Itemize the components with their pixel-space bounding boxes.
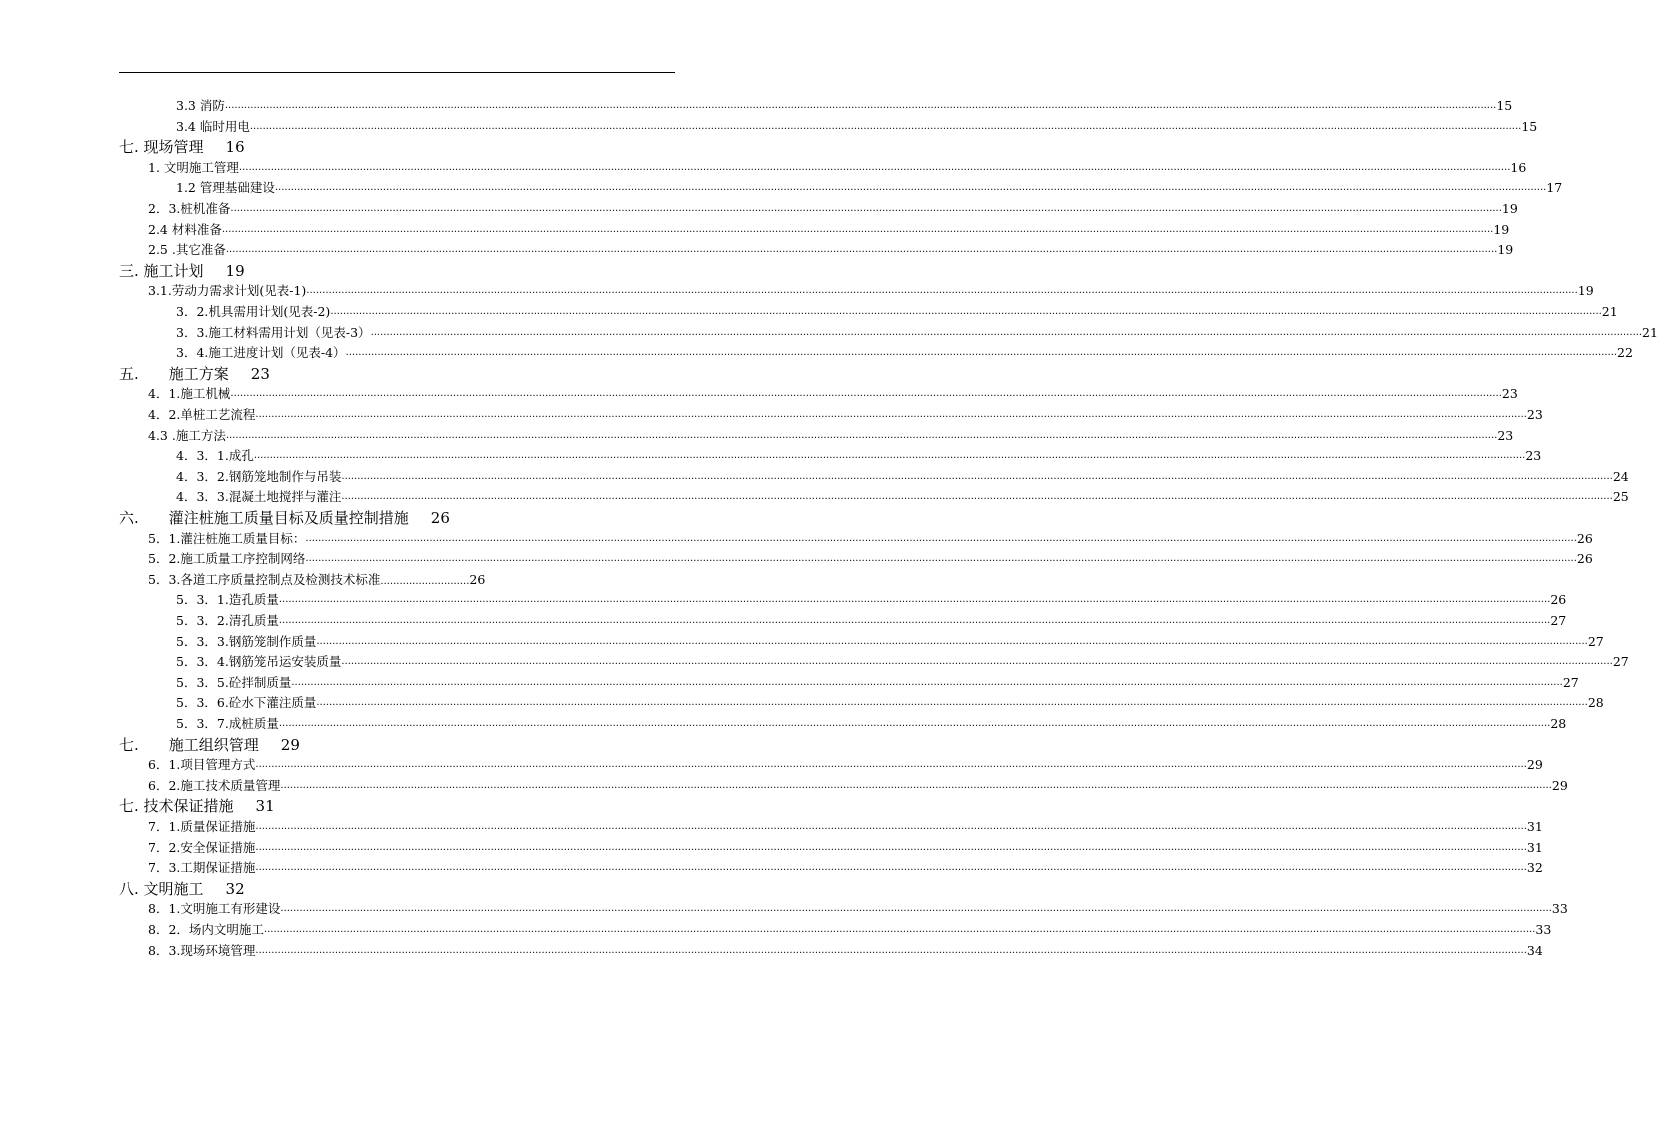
toc-page-number: 32 — [1526, 860, 1543, 876]
toc-leader: ................................................................................................................................................................................................................................................................................................................................................................................................................ — [255, 841, 1527, 853]
toc-page-number: 19 — [225, 261, 245, 280]
toc-leader: ............................ — [380, 575, 470, 587]
toc-entry[interactable] — [0, 858, 1543, 878]
toc-entry[interactable] — [0, 405, 1543, 425]
toc-entry-label: 2.5 .其它准备 — [148, 242, 226, 258]
toc-heading-label: 五. — [119, 364, 139, 383]
toc-leader: ................................................................................................................................................................................................................................................................................................................................................................................................................ — [305, 553, 1577, 565]
toc-entry-label: 5．3．6.砼水下灌注质量 — [176, 695, 317, 711]
toc-entry[interactable] — [0, 199, 1518, 219]
toc-page-number: 19 — [1493, 221, 1510, 237]
toc-entry[interactable] — [0, 652, 1629, 672]
toc-page-number: 26 — [1550, 592, 1567, 608]
toc-entry-label: 1.2 管理基础建设 — [176, 180, 275, 196]
toc-entry[interactable] — [0, 611, 1567, 631]
toc-entry-label: 4．3．3.混凝土地搅拌与灌注 — [176, 489, 342, 505]
toc-entry[interactable] — [0, 467, 1629, 487]
toc-page-number: 23 — [1526, 407, 1543, 422]
toc-leader: ................................................................................................................................................................................................................................................................................................................................................................................................................ — [280, 903, 1552, 915]
toc-entry[interactable] — [148, 570, 485, 590]
toc-page-number: 15 — [1496, 98, 1513, 113]
toc-page-number: 29 — [280, 735, 300, 754]
toc-entry[interactable] — [0, 220, 1510, 240]
toc-leader: ................................................................................................................................................................................................................................................................................................................................................................................................................ — [249, 120, 1522, 132]
toc-entry[interactable] — [0, 178, 1563, 198]
toc-entry-label: 4．3．1.成孔 — [176, 448, 254, 464]
toc-entry-label: 8．3.现场环境管理 — [148, 942, 256, 958]
toc-heading-title: 灌注桩施工质量目标及质量控制措施 — [168, 509, 409, 527]
toc-leader: ................................................................................................................................................................................................................................................................................................................................................................................................................ — [306, 285, 1578, 297]
toc-entry[interactable] — [0, 281, 1594, 301]
toc-leader: ................................................................................................................................................................................................................................................................................................................................................................................................................ — [280, 779, 1552, 791]
toc-page-number: 17 — [1546, 180, 1563, 196]
toc-page-number: 29 — [1526, 757, 1543, 773]
toc-heading[interactable] — [0, 136, 794, 158]
toc-entry-label: 3.1.劳动力需求计划(见表-1) — [148, 283, 307, 299]
toc-entry-label: 5．3．7.成桩质量 — [176, 716, 279, 731]
toc-entry[interactable] — [0, 899, 1568, 919]
toc-page-number: 31 — [255, 797, 275, 816]
toc-page-number: 27 — [1612, 654, 1629, 670]
toc-entry[interactable] — [0, 529, 1593, 549]
toc-entry-label: 3．3.施工材料需用计划（见表-3） — [176, 324, 371, 340]
toc-page-number: 28 — [1587, 695, 1604, 711]
toc-heading[interactable] — [0, 363, 794, 385]
toc-entry-label: 5．3．5.砼拌制质量 — [176, 674, 292, 690]
toc-entry-label: 4.3 .施工方法 — [148, 427, 226, 443]
toc-page-number: 31 — [1526, 819, 1543, 834]
toc-entry[interactable] — [0, 426, 1514, 446]
toc-heading-label: 八. 文明施工 — [119, 879, 204, 898]
toc-page-number: 33 — [1535, 922, 1552, 937]
toc-entry-label: 4．3．2.钢筋笼地制作与吊装 — [176, 468, 342, 484]
toc-entry[interactable] — [0, 302, 1618, 322]
toc-entry[interactable] — [0, 673, 1579, 693]
toc-page-number: 26 — [430, 509, 450, 527]
toc-page-number: 23 — [1525, 448, 1542, 464]
toc-page-number: 24 — [1612, 468, 1629, 484]
toc-entry-label: 5．1.灌注桩施工质量目标： — [148, 530, 306, 546]
toc-entry-label: 3．2.机具需用计划(见表-2) — [176, 304, 331, 319]
toc-heading-label: 六. — [119, 509, 139, 527]
toc-entry[interactable] — [0, 117, 1538, 137]
toc-heading-label: 七. 现场管理 — [119, 138, 204, 157]
toc-entry-label: 3．4.施工进度计划（见表-4） — [176, 345, 346, 361]
toc-entry-label: 5．3.各道工序质量控制点及检测技术标准 — [148, 571, 381, 587]
toc-entry[interactable] — [0, 487, 1629, 507]
toc-entry[interactable] — [0, 384, 1518, 404]
toc-leader: ................................................................................................................................................................................................................................................................................................................................................................................................................ — [316, 635, 1588, 647]
toc-page-number: 19 — [1501, 201, 1518, 216]
toc-leader: ................................................................................................................................................................................................................................................................................................................................................................................................................ — [263, 924, 1536, 935]
toc-entry-label: 4．2.单桩工艺流程 — [148, 407, 256, 422]
toc-page-number: 22 — [1617, 345, 1633, 361]
toc-page-number: 16 — [1510, 159, 1527, 175]
toc-leader: ................................................................................................................................................................................................................................................................................................................................................................................................................ — [291, 676, 1563, 688]
toc-leader: ................................................................................................................................................................................................................................................................................................................................................................................................................ — [345, 347, 1618, 359]
toc-leader: ................................................................................................................................................................................................................................................................................................................................................................................................................ — [225, 429, 1498, 441]
toc-entry-label: 7．3.工期保证措施 — [148, 860, 256, 876]
header-rule — [119, 72, 675, 73]
toc-entry-label: 6．1.项目管理方式 — [148, 757, 256, 773]
toc-leader: ................................................................................................................................................................................................................................................................................................................................................................................................................ — [341, 656, 1613, 668]
toc-page-number: 21 — [1601, 304, 1618, 319]
toc-leader: ................................................................................................................................................................................................................................................................................................................................................................................................................ — [225, 244, 1498, 256]
toc-entry-label: 4．1.施工机械 — [148, 386, 231, 402]
toc-page-number: 34 — [1526, 942, 1543, 958]
toc-leader: ................................................................................................................................................................................................................................................................................................................................................................................................................ — [253, 450, 1526, 462]
toc-heading-label: 七. — [119, 735, 139, 754]
toc-leader: ................................................................................................................................................................................................................................................................................................................................................................................................................ — [255, 944, 1527, 956]
toc-leader: ................................................................................................................................................................................................................................................................................................................................................................................................................ — [341, 491, 1613, 503]
toc-entry-label: 2.4 材料准备 — [148, 221, 222, 237]
toc-entry-label: 1. 文明施工管理 — [148, 159, 239, 175]
toc-leader: ................................................................................................................................................................................................................................................................................................................................................................................................................ — [230, 203, 1502, 214]
toc-heading[interactable] — [0, 795, 794, 817]
toc-entry-label: 5．3．4.钢筋笼吊运安装质量 — [176, 654, 342, 670]
toc-entry-label: 8．1.文明施工有形建设 — [148, 901, 281, 917]
toc-entry[interactable] — [0, 817, 1543, 837]
toc-page-number: 31 — [1526, 839, 1543, 855]
toc-page-number: 16 — [225, 138, 245, 157]
toc-leader: ................................................................................................................................................................................................................................................................................................................................................................................................................ — [370, 326, 1643, 338]
toc-entry-label: 3.3 消防 — [176, 98, 225, 113]
toc-leader: ................................................................................................................................................................................................................................................................................................................................................................................................................ — [278, 718, 1551, 729]
toc-page-number: 23 — [250, 364, 270, 383]
toc-heading-label: 三. 施工计划 — [119, 261, 204, 280]
toc-heading[interactable] — [0, 734, 794, 756]
toc-entry-label: 5．3．2.清孔质量 — [176, 613, 279, 628]
toc-entry-label: 5．3．1.造孔质量 — [176, 592, 279, 608]
toc-page-number: 33 — [1551, 901, 1568, 917]
toc-entry[interactable] — [0, 838, 1543, 858]
toc-entry-label: 6．2.施工技术质量管理 — [148, 777, 281, 793]
toc-page-number: 23 — [1497, 427, 1514, 443]
toc-leader: ................................................................................................................................................................................................................................................................................................................................................................................................................ — [255, 759, 1527, 771]
toc-entry[interactable] — [0, 158, 1527, 178]
toc-page-number: 27 — [1550, 613, 1567, 628]
toc-leader: ................................................................................................................................................................................................................................................................................................................................................................................................................ — [255, 862, 1527, 874]
toc-entry-label: 7．2.安全保证措施 — [148, 839, 256, 855]
toc-page-number: 19 — [1497, 242, 1514, 258]
toc-heading[interactable] — [0, 507, 794, 529]
toc-entry[interactable] — [0, 920, 1552, 940]
toc-leader: ................................................................................................................................................................................................................................................................................................................................................................................................................ — [274, 182, 1547, 194]
toc-entry-label: 5．2.施工质量工序控制网络 — [148, 551, 306, 567]
toc-entry[interactable] — [0, 755, 1543, 775]
toc-entry[interactable] — [0, 549, 1593, 569]
toc-entry[interactable] — [0, 590, 1567, 610]
toc-leader: ................................................................................................................................................................................................................................................................................................................................................................................................................ — [230, 388, 1502, 400]
toc-page-number: 29 — [1551, 777, 1568, 793]
toc-leader: ................................................................................................................................................................................................................................................................................................................................................................................................................ — [221, 223, 1494, 235]
toc-leader: ................................................................................................................................................................................................................................................................................................................................................................................................................ — [255, 821, 1527, 832]
toc-entry-label: 2．3.桩机准备 — [148, 201, 231, 216]
toc-page-number: 27 — [1587, 633, 1604, 649]
toc-entry[interactable] — [0, 632, 1604, 652]
toc-entry[interactable] — [0, 776, 1568, 796]
toc-leader: ................................................................................................................................................................................................................................................................................................................................................................................................................ — [305, 532, 1577, 544]
toc-entry[interactable] — [0, 343, 1633, 363]
toc-page-number: 15 — [1521, 118, 1538, 134]
toc-page-number: 27 — [1562, 674, 1579, 690]
toc-page-number: 26 — [1576, 530, 1593, 546]
toc-heading-label: 七. 技术保证措施 — [119, 797, 234, 816]
toc-heading[interactable] — [0, 260, 794, 282]
toc-heading-title: 施工方案 — [168, 364, 229, 383]
toc-heading-title: 施工组织管理 — [168, 735, 259, 754]
toc-heading[interactable] — [0, 878, 794, 900]
toc-leader: ................................................................................................................................................................................................................................................................................................................................................................................................................ — [278, 615, 1551, 626]
toc-page-number: 19 — [1577, 283, 1594, 299]
toc-leader: ................................................................................................................................................................................................................................................................................................................................................................................................................ — [238, 161, 1511, 173]
toc-page-number: 32 — [225, 879, 245, 898]
toc-leader: ................................................................................................................................................................................................................................................................................................................................................................................................................ — [330, 306, 1602, 317]
toc-entry[interactable] — [0, 323, 1658, 343]
toc-page-number: 28 — [1550, 716, 1567, 731]
toc-entry[interactable] — [0, 693, 1604, 713]
toc-page-number: 21 — [1642, 324, 1658, 340]
toc-leader: ................................................................................................................................................................................................................................................................................................................................................................................................................ — [341, 470, 1613, 482]
toc-entry-label: 7．1.质量保证措施 — [148, 819, 256, 834]
toc-entry[interactable] — [0, 714, 1567, 734]
toc-leader: ................................................................................................................................................................................................................................................................................................................................................................................................................ — [224, 100, 1497, 111]
toc-page-number: 25 — [1612, 489, 1629, 505]
toc-entry[interactable] — [0, 941, 1543, 961]
toc-leader: ................................................................................................................................................................................................................................................................................................................................................................................................................ — [278, 594, 1551, 606]
toc-entry[interactable] — [0, 446, 1542, 466]
toc-leader: ................................................................................................................................................................................................................................................................................................................................................................................................................ — [255, 409, 1527, 420]
toc-page-number: 26 — [469, 571, 486, 587]
toc-entry[interactable] — [0, 240, 1514, 260]
toc-entry[interactable] — [0, 96, 1513, 116]
toc-entry-label: 3.4 临时用电 — [176, 118, 250, 134]
toc-page-number: 26 — [1576, 551, 1593, 567]
toc-entry-label: 8．2．场内文明施工 — [148, 922, 264, 937]
toc-entry-label: 5．3．3.钢筋笼制作质量 — [176, 633, 317, 649]
toc-leader: ................................................................................................................................................................................................................................................................................................................................................................................................................ — [316, 697, 1588, 709]
toc-page-number: 23 — [1501, 386, 1518, 402]
